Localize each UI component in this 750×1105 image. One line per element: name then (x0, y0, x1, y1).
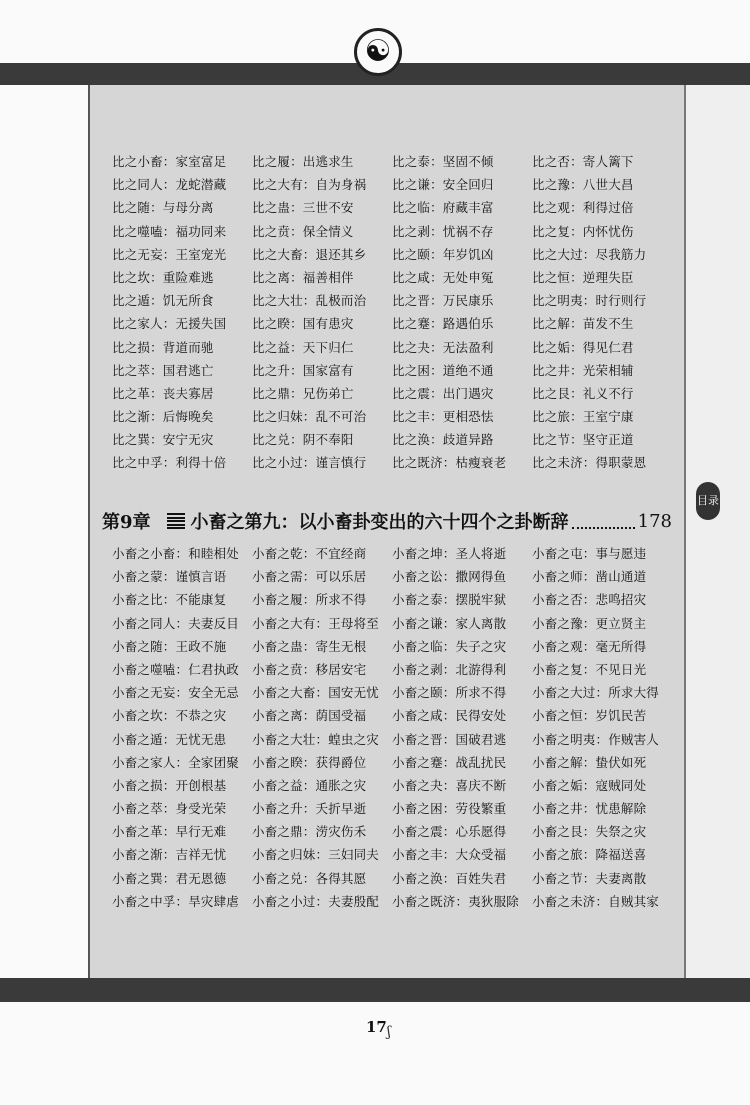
list-item: 小畜之井：忧患解除 (532, 801, 647, 817)
list-item: 比之大有：自为身祸 (252, 177, 367, 193)
list-item: 小畜之益：通胀之灾 (252, 777, 367, 793)
chapter-number: 第9章 (102, 512, 151, 533)
list-item: 比之升：国家富有 (252, 362, 354, 378)
list-item: 比之同人：龙蛇潜藏 (112, 177, 227, 193)
list-item: 小畜之观：毫无所得 (532, 638, 647, 654)
list-item: 比之损：背道而驰 (112, 339, 214, 355)
bottom-band (0, 978, 750, 1002)
list-item: 比之离：福善相伴 (252, 269, 354, 285)
list-item: 小畜之睽：获得爵位 (252, 754, 367, 770)
list-item: 比之困：道绝不通 (392, 362, 494, 378)
list-item: 比之大壮：乱极而治 (252, 293, 367, 309)
list-item: 比之恒：逆理失臣 (532, 269, 634, 285)
list-item: 小畜之夬：喜庆不断 (392, 777, 507, 793)
list-item: 小畜之噬嗑：仁君执政 (112, 661, 240, 677)
list-item: 小畜之未济：自贼其家 (532, 893, 660, 909)
list-item: 小畜之随：王政不施 (112, 638, 227, 654)
list-item: 比之复：内怀忧伤 (532, 223, 634, 239)
leader-dots (572, 513, 635, 529)
list-item: 小畜之需：可以乐居 (252, 569, 367, 585)
list-item: 小畜之离：荫国受福 (252, 708, 367, 724)
list-item: 小畜之家人：全家团聚 (112, 754, 240, 770)
list-item: 小畜之蒙：谨慎言语 (112, 569, 227, 585)
xiaoxu-hexagram-list (112, 542, 672, 913)
list-item: 比之小过：谨言慎行 (252, 455, 367, 471)
list-item: 小畜之剥：北游得利 (392, 661, 507, 677)
list-item: 比之否：寄人篱下 (532, 154, 634, 169)
list-item: 小畜之既济：夷狄服除 (392, 893, 520, 909)
list-item: 小畜之泰：摆脱牢狱 (392, 592, 507, 608)
list-item: 小畜之无妄：安全无忌 (112, 685, 240, 701)
list-item: 小畜之贲：移居安宅 (252, 661, 367, 677)
list-item: 比之震：出门遇灾 (392, 385, 494, 401)
list-item: 小畜之姤：寇贼同处 (532, 777, 647, 793)
list-item: 小畜之大畜：国安无忧 (252, 685, 380, 701)
list-item: 比之晋：万民康乐 (392, 293, 494, 309)
list-item: 小畜之同人：夫妻反目 (112, 615, 240, 631)
list-item: 比之中孚：利得十倍 (112, 455, 227, 471)
list-item: 小畜之艮：失祭之灾 (532, 824, 647, 840)
chapter-page: 178 (637, 510, 672, 532)
list-item: 小畜之否：悲鸣招灾 (532, 592, 647, 608)
list-item: 小畜之恒：岁饥民苦 (532, 708, 647, 724)
list-item: 比之艮：礼义不行 (532, 385, 634, 401)
list-item: 小畜之小畜：和睦相处 (112, 546, 240, 561)
list-item: 小畜之屯：事与愿违 (532, 546, 647, 561)
list-item: 小畜之巽：君无恩德 (112, 870, 227, 886)
list-item: 比之革：丧夫寡居 (112, 385, 214, 401)
list-item: 小畜之损：开创根基 (112, 777, 227, 793)
list-item: 比之蛊：三世不安 (252, 200, 354, 216)
hexagram-icon (167, 513, 185, 529)
list-item: 小畜之比：不能康复 (112, 592, 227, 608)
list-item: 比之姤：得见仁君 (532, 339, 634, 355)
list-item: 比之明夷：时行则行 (532, 293, 647, 309)
list-item: 比之剥：忧祸不存 (392, 223, 494, 239)
list-item: 小畜之涣：百姓失君 (392, 870, 507, 886)
list-item: 比之贲：保全情义 (252, 223, 354, 239)
bi-hexagram-list (112, 150, 672, 475)
list-item: 比之归妹：乱不可治 (252, 409, 367, 425)
list-item: 小畜之震：心乐愿得 (392, 824, 507, 840)
list-item: 比之泰：坚固不倾 (392, 154, 494, 169)
list-item: 比之节：坚守正道 (532, 432, 634, 448)
right-margin-strip (686, 85, 750, 978)
list-item: 小畜之困：劳役繁重 (392, 801, 507, 817)
list-item: 小畜之兑：各得其愿 (252, 870, 367, 886)
list-item: 比之咸：无处申冤 (392, 269, 494, 285)
list-item: 小畜之复：不见日光 (532, 661, 647, 677)
list-item: 小畜之大过：所求大得 (532, 685, 660, 701)
list-item: 小畜之临：失子之灾 (392, 638, 507, 654)
list-item: 小畜之颐：所求不得 (392, 685, 507, 701)
list-item: 比之解：苗发不生 (532, 316, 634, 332)
section-tab (696, 482, 720, 520)
list-item: 小畜之丰：大众受福 (392, 847, 507, 863)
list-item: 比之遁：饥无所食 (112, 293, 214, 309)
list-item: 比之随：与母分离 (112, 200, 214, 216)
list-item: 比之谦：安全回归 (392, 177, 494, 193)
list-item: 比之蹇：路遇伯乐 (392, 316, 494, 332)
list-item: 比之鼎：兄伤弟亡 (252, 385, 354, 401)
chapter-heading[interactable] (102, 506, 672, 536)
list-item: 小畜之鼎：涝灾伤禾 (252, 824, 367, 840)
list-item: 小畜之豫：更立贤主 (532, 615, 647, 631)
list-item: 比之大过：尽我筋力 (532, 246, 647, 262)
list-item: 小畜之渐：吉祥无忧 (112, 847, 227, 863)
list-item: 比之旅：王室宁康 (532, 409, 634, 425)
list-item: 比之观：利得过倍 (532, 200, 634, 216)
list-item: 比之既济：枯瘦衰老 (392, 455, 507, 471)
list-item: 小畜之大壮：蝗虫之灾 (252, 731, 380, 747)
list-item: 小畜之讼：撒网得鱼 (392, 569, 507, 585)
list-item: 小畜之谦：家人离散 (392, 615, 507, 631)
chapter-title: 小畜之第九：以小畜卦变出的六十四个之卦断辞 (190, 512, 569, 533)
list-item: 小畜之小过：夫妻殷配 (252, 893, 380, 909)
list-item: 小畜之履：所求不得 (252, 592, 367, 608)
list-item: 比之无妄：王室宠光 (112, 246, 227, 262)
list-item: 比之豫：八世大昌 (532, 177, 634, 193)
list-item: 小畜之节：夫妻离散 (532, 870, 647, 886)
list-item: 比之未济：得职蒙恩 (532, 455, 647, 471)
list-item: 小畜之蹇：战乱扰民 (392, 754, 507, 770)
section-tab-label: 目录 (697, 494, 719, 508)
list-item: 比之坎：重险难逃 (112, 269, 214, 285)
list-item: 比之小畜：家室富足 (112, 154, 227, 169)
list-item: 比之兑：阴不奉阳 (252, 432, 354, 448)
list-item: 小畜之遁：无忧无患 (112, 731, 227, 747)
list-item: 小畜之革：早行无难 (112, 824, 227, 840)
list-item: 小畜之大有：王母将至 (252, 615, 380, 631)
list-item: 比之大畜：退还其乡 (252, 246, 367, 262)
yin-yang-icon: ☯ (354, 28, 402, 76)
list-item: 小畜之师：凿山通道 (532, 569, 647, 585)
list-item: 比之丰：更相恐怯 (392, 409, 494, 425)
list-item: 比之噬嗑：福功同来 (112, 223, 227, 239)
list-item: 小畜之坎：不恭之灾 (112, 708, 227, 724)
list-item: 小畜之坤：圣人将逝 (392, 546, 507, 561)
list-item: 小畜之蛊：寄生无根 (252, 638, 367, 654)
list-item: 比之临：府藏丰富 (392, 200, 494, 216)
list-item: 比之井：光荣相辅 (532, 362, 634, 378)
list-item: 比之涣：歧道异路 (392, 432, 494, 448)
list-item: 小畜之归妹：三妇同夫 (252, 847, 380, 863)
list-item: 比之颐：年岁饥凶 (392, 246, 494, 262)
list-item: 比之渐：后悔晚矣 (112, 409, 214, 425)
list-item: 小畜之萃：身受光荣 (112, 801, 227, 817)
list-item: 小畜之明夷：作贼害人 (532, 731, 660, 747)
list-item: 小畜之中孚：旱灾肆虐 (112, 893, 240, 909)
list-item: 比之家人：无援失国 (112, 316, 227, 332)
list-item: 小畜之咸：民得安处 (392, 708, 507, 724)
list-item: 小畜之乾：不宜经商 (252, 546, 367, 561)
list-item: 小畜之晋：国破君逃 (392, 731, 507, 747)
flourish-icon: ʃ (387, 1024, 391, 1040)
list-item: 比之巽：安宁无灾 (112, 432, 214, 448)
list-item: 比之夬：无法盈利 (392, 339, 494, 355)
list-item: 比之益：天下归仁 (252, 339, 354, 355)
list-item: 比之睽：国有患灾 (252, 316, 354, 332)
list-item: 小畜之升：夭折早逝 (252, 801, 367, 817)
list-item: 小畜之旅：降福送喜 (532, 847, 647, 863)
list-item: 小畜之解：蛰伏如死 (532, 754, 647, 770)
page-number: 17 (366, 1018, 387, 1036)
list-item: 比之萃：国君逃亡 (112, 362, 214, 378)
list-item: 比之履：出逃求生 (252, 154, 354, 169)
